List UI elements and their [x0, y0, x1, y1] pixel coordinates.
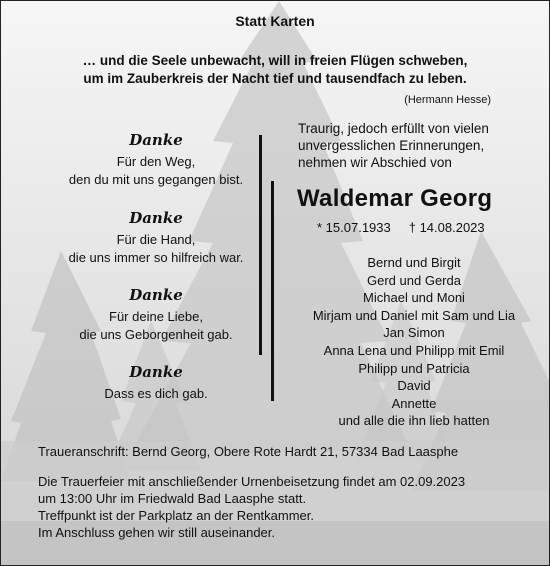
family-member: David [397, 378, 431, 394]
thanks-line: den du mit uns gegangen bist. [68, 172, 244, 187]
death-date: † 14.08.2023 [408, 220, 485, 235]
thanks-heading: Danke [129, 286, 183, 304]
thanks-heading: Danke [129, 131, 183, 149]
birth-date: * 15.07.1933 [317, 220, 391, 235]
thanks-block [31, 286, 281, 344]
ceremony-line: Die Trauerfeier mit anschließender Urnenbeisetzung findet am 02.09.2023 [38, 474, 466, 489]
family-member: Michael und Moni [363, 290, 465, 306]
thanks-line: Dass es dich gab. [104, 386, 208, 401]
ceremony-line: Im Anschluss gehen wir still auseinander. [38, 525, 276, 540]
intro-line: unvergesslichen Erinnerungen, [298, 138, 485, 153]
ceremony-line: um 13:00 Uhr im Friedwald Bad Laasphe statt. [38, 491, 307, 506]
card-title: Statt Karten [235, 13, 315, 29]
family-member: Annette [391, 395, 437, 411]
thanks-block [31, 363, 281, 403]
quote-line: um im Zauberkreis der Nacht tief und tausendfach zu leben. [83, 71, 467, 86]
family-list [289, 254, 539, 430]
family-member: Philipp und Patricia [358, 360, 470, 376]
family-member: Anna Lena und Philipp mit Emil [323, 342, 505, 358]
deceased-name: Waldemar Georg [297, 185, 493, 212]
family-member: Gerd und Gerda [367, 272, 461, 288]
thanks-line: die uns immer so hilfreich war. [68, 250, 244, 265]
mourning-address: Traueranschrift: Bernd Georg, Obere Rote Hardt 21, 57334 Bad Laasphe [38, 444, 459, 459]
family-member: Mirjam und Daniel mit Sam und Lia [312, 307, 516, 323]
family-member: und alle die ihn lieb hatten [338, 413, 490, 429]
cross-bar-left [259, 135, 262, 355]
family-member: Jan Simon [383, 325, 445, 341]
thanks-block [31, 131, 281, 189]
life-dates [317, 220, 485, 235]
thanks-line: Für den Weg, [116, 154, 196, 169]
quote-author: (Hermann Hesse) [404, 94, 491, 106]
thanks-line: Für die Hand, [116, 232, 196, 247]
intro-text [298, 120, 489, 171]
ceremony-line: Treffpunkt ist der Parkplatz an der Rentkammer. [38, 508, 315, 523]
family-member: Bernd und Birgit [367, 255, 461, 270]
quote-line: … und die Seele unbewacht, will in freien Flügen schweben, [82, 53, 468, 68]
quote [1, 52, 549, 88]
intro-line: nehmen wir Abschied von [298, 155, 452, 170]
thanks-line: die uns Geborgenheit gab. [79, 327, 233, 342]
thanks-heading: Danke [129, 363, 183, 381]
ceremony-info [38, 473, 465, 541]
thanks-line: Für deine Liebe, [109, 309, 203, 324]
thanks-heading: Danke [129, 209, 183, 227]
thanks-block [31, 209, 281, 267]
intro-line: Traurig, jedoch erfüllt von vielen [298, 121, 489, 136]
cross-bar-right [271, 181, 274, 401]
